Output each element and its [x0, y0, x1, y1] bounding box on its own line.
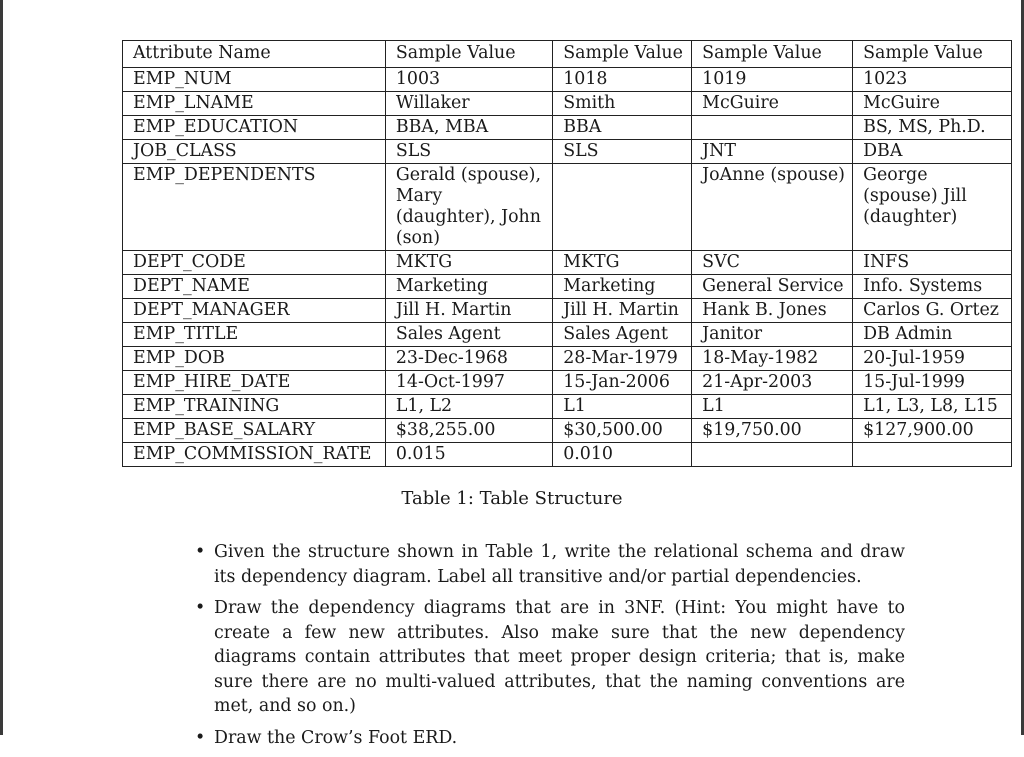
sample-value-cell: $19,750.00	[692, 419, 853, 443]
header-attribute-name: Attribute Name	[123, 41, 386, 68]
attribute-name-cell: EMP_BASE_SALARY	[123, 419, 386, 443]
sample-value-cell: 28-Mar-1979	[553, 347, 692, 371]
sample-value-cell: 1018	[553, 68, 692, 92]
sample-value-cell: Gerald (spouse), Mary (daughter), John (son)	[385, 164, 552, 251]
table-row	[123, 299, 1012, 323]
header-sample-value: Sample Value	[853, 41, 1012, 68]
sample-value-cell: Sales Agent	[385, 323, 552, 347]
sample-value-cell: Sales Agent	[553, 323, 692, 347]
table-row	[123, 323, 1012, 347]
bullet-icon: •	[195, 542, 206, 562]
sample-value-cell: $38,255.00	[385, 419, 552, 443]
sample-value-cell: Hank B. Jones	[692, 299, 853, 323]
sample-value-cell: Marketing	[385, 275, 552, 299]
sample-value-cell: Marketing	[553, 275, 692, 299]
attribute-name-cell: EMP_NUM	[123, 68, 386, 92]
table-row	[123, 395, 1012, 419]
sample-value-cell: DBA	[853, 140, 1012, 164]
table-header-row	[123, 41, 1012, 68]
sample-value-cell: 18-May-1982	[692, 347, 853, 371]
sample-value-cell: BBA, MBA	[385, 116, 552, 140]
sample-value-cell: BBA	[553, 116, 692, 140]
sample-value-cell: DB Admin	[853, 323, 1012, 347]
attribute-name-cell: DEPT_NAME	[123, 275, 386, 299]
attribute-name-cell: EMP_EDUCATION	[123, 116, 386, 140]
sample-value-cell: 1023	[853, 68, 1012, 92]
sample-value-cell: L1, L2	[385, 395, 552, 419]
table-caption: Table 1: Table Structure	[401, 488, 623, 509]
sample-value-cell: McGuire	[853, 92, 1012, 116]
bullet-icon: •	[195, 727, 206, 748]
table-row	[123, 347, 1012, 371]
list-item	[195, 596, 905, 719]
sample-value-cell: INFS	[853, 251, 1012, 275]
sample-value-cell: SLS	[385, 140, 552, 164]
attribute-name-cell: EMP_COMMISSION_RATE	[123, 443, 386, 467]
table-row	[123, 371, 1012, 395]
sample-value-cell: $127,900.00	[853, 419, 1012, 443]
list-item	[195, 726, 905, 751]
table-row	[123, 419, 1012, 443]
table-row	[123, 275, 1012, 299]
sample-value-cell: MKTG	[553, 251, 692, 275]
sample-value-cell: SVC	[692, 251, 853, 275]
sample-value-cell: L1, L3, L8, L15	[853, 395, 1012, 419]
sample-value-cell	[692, 116, 853, 140]
question-list	[195, 540, 905, 757]
header-sample-value: Sample Value	[385, 41, 552, 68]
table-row	[123, 443, 1012, 467]
sample-value-cell: 15-Jan-2006	[553, 371, 692, 395]
sample-value-cell	[553, 164, 692, 251]
sample-value-cell: BS, MS, Ph.D.	[853, 116, 1012, 140]
table-structure	[122, 40, 1012, 467]
question-text: Draw the Crow’s Foot ERD.	[214, 727, 458, 748]
attribute-name-cell: EMP_DEPENDENTS	[123, 164, 386, 251]
attribute-name-cell: EMP_HIRE_DATE	[123, 371, 386, 395]
table-row	[123, 164, 1012, 251]
sample-value-cell: Smith	[553, 92, 692, 116]
attribute-name-cell: EMP_DOB	[123, 347, 386, 371]
sample-value-cell: 0.015	[385, 443, 552, 467]
sample-value-cell: 20-Jul-1959	[853, 347, 1012, 371]
sample-value-cell: 23-Dec-1968	[385, 347, 552, 371]
attribute-name-cell: EMP_LNAME	[123, 92, 386, 116]
sample-value-cell	[692, 443, 853, 467]
table-row	[123, 251, 1012, 275]
list-item	[195, 540, 905, 589]
attribute-name-cell: DEPT_CODE	[123, 251, 386, 275]
table-row	[123, 68, 1012, 92]
header-sample-value: Sample Value	[553, 41, 692, 68]
sample-value-cell: 1003	[385, 68, 552, 92]
sample-value-cell: JNT	[692, 140, 853, 164]
sample-value-cell: General Service	[692, 275, 853, 299]
table-row	[123, 140, 1012, 164]
question-text: Draw the dependency diagrams that are in 3NF. (Hint: You might have to create a few new attributes. Also make sure that the new dependency diagrams contain attributes that meet proper design criteria; that is, make sure there are no multi-valued attributes, that the naming conventions are met, and so on.)	[214, 598, 905, 716]
sample-value-cell: 21-Apr-2003	[692, 371, 853, 395]
sample-value-cell: George (spouse) Jill (daughter)	[853, 164, 1012, 251]
attribute-name-cell: EMP_TITLE	[123, 323, 386, 347]
sample-value-cell: 14-Oct-1997	[385, 371, 552, 395]
sample-value-cell: L1	[692, 395, 853, 419]
table-row	[123, 92, 1012, 116]
sample-value-cell: Jill H. Martin	[553, 299, 692, 323]
sample-value-cell: Willaker	[385, 92, 552, 116]
sample-value-cell: SLS	[553, 140, 692, 164]
question-text: Given the structure shown in Table 1, write the relational schema and draw its dependency diagram. Label all transitive and/or partial dependencies.	[214, 542, 905, 587]
sample-value-cell: 0.010	[553, 443, 692, 467]
attribute-name-cell: EMP_TRAINING	[123, 395, 386, 419]
bullet-icon: •	[195, 598, 206, 618]
sample-value-cell: 1019	[692, 68, 853, 92]
sample-value-cell: JoAnne (spouse)	[692, 164, 853, 251]
table-row	[123, 116, 1012, 140]
page-edge-left	[0, 0, 3, 735]
sample-value-cell: Carlos G. Ortez	[853, 299, 1012, 323]
sample-value-cell: L1	[553, 395, 692, 419]
attributes-table	[122, 40, 1012, 467]
header-sample-value: Sample Value	[692, 41, 853, 68]
sample-value-cell: MKTG	[385, 251, 552, 275]
sample-value-cell: Jill H. Martin	[385, 299, 552, 323]
sample-value-cell: Info. Systems	[853, 275, 1012, 299]
sample-value-cell: Janitor	[692, 323, 853, 347]
sample-value-cell: McGuire	[692, 92, 853, 116]
attribute-name-cell: DEPT_MANAGER	[123, 299, 386, 323]
sample-value-cell: $30,500.00	[553, 419, 692, 443]
sample-value-cell: 15-Jul-1999	[853, 371, 1012, 395]
sample-value-cell	[853, 443, 1012, 467]
attribute-name-cell: JOB_CLASS	[123, 140, 386, 164]
